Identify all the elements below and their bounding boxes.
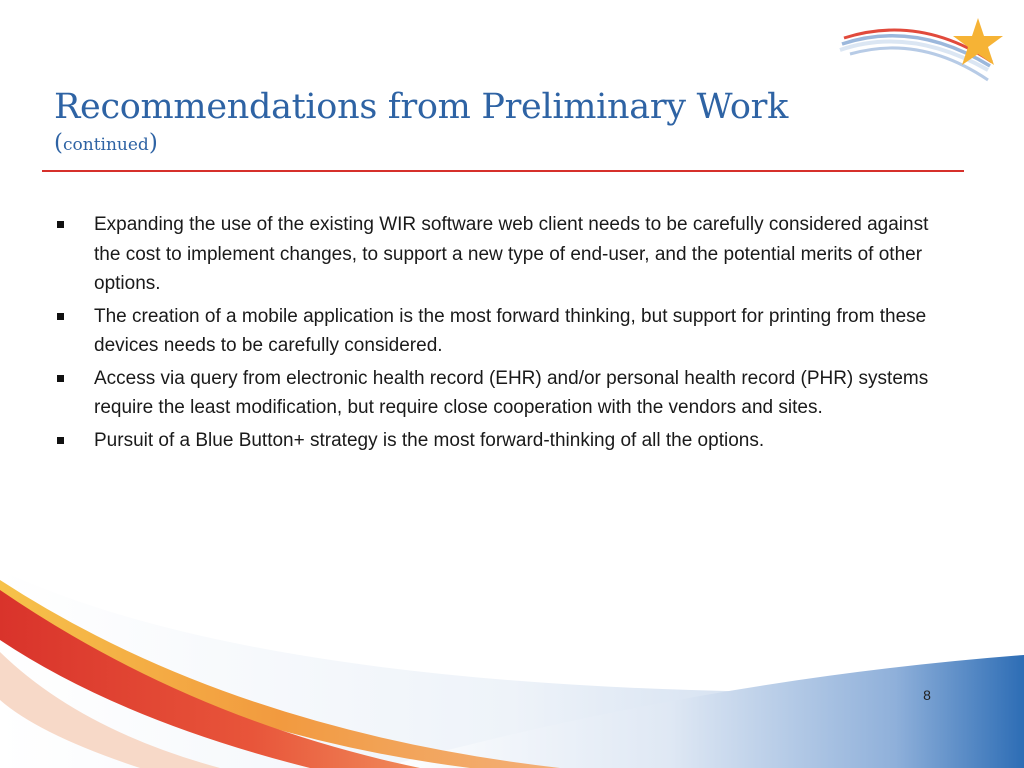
subtitle-open-paren: (	[54, 130, 63, 156]
bullet-text: Pursuit of a Blue Button+ strategy is the most forward-thinking of all the options.	[94, 429, 765, 451]
slide-subtitle	[54, 130, 954, 158]
bullet-text: Expanding the use of the existing WIR software web client needs to be carefully considered against the cost to implement changes, to support a new type of end-user, and the potential merits of other options.	[94, 214, 929, 294]
slide-title: Recommendations from Preliminary Work	[54, 87, 788, 127]
page-number: 8	[923, 687, 931, 703]
title-divider	[42, 170, 964, 172]
bullet-item	[56, 210, 956, 299]
title-block	[54, 86, 954, 158]
square-bullet-icon	[57, 221, 64, 228]
bullet-item	[56, 302, 956, 361]
square-bullet-icon	[57, 375, 64, 382]
bullet-list	[56, 210, 956, 458]
subtitle-text: continued	[62, 135, 149, 155]
bullet-item	[56, 364, 956, 423]
bullet-text: Access via query from electronic health record (EHR) and/or personal health record (PHR) systems require the least modification, but require close cooperation with the vendors and sites.	[94, 367, 929, 418]
bullet-text: The creation of a mobile application is the most forward thinking, but support for printing from these devices needs to be carefully considered.	[94, 305, 927, 356]
red-blue-swoosh-decoration	[0, 560, 1024, 768]
bullet-item	[56, 426, 956, 456]
subtitle-close-paren: )	[148, 130, 158, 156]
square-bullet-icon	[57, 437, 64, 444]
square-bullet-icon	[57, 313, 64, 320]
